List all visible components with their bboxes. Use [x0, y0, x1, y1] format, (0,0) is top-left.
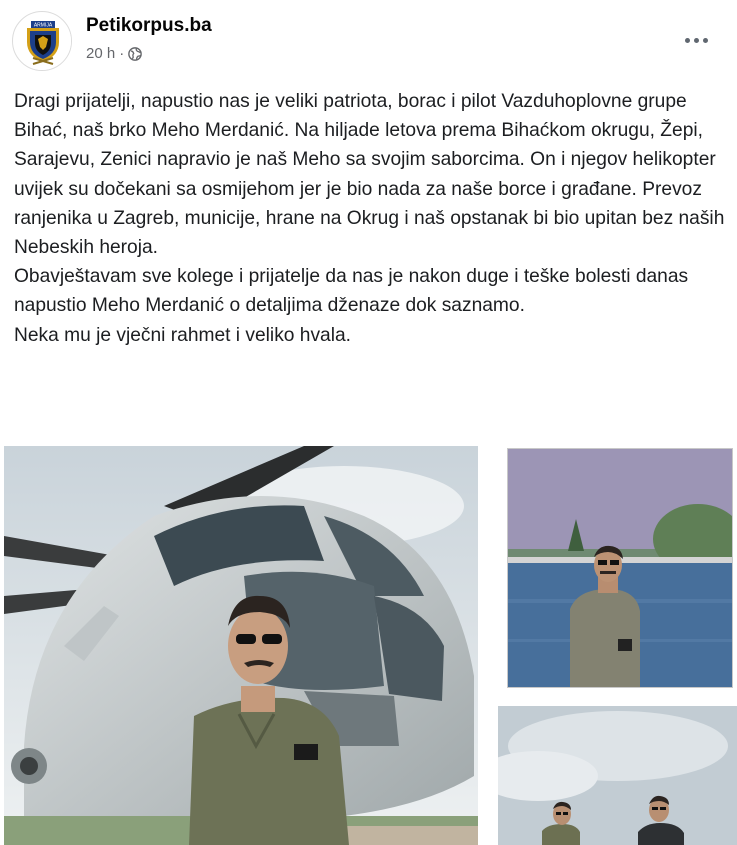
post-paragraph: Dragi prijatelji, napustio nas je veliki patriota, borac i pilot Vazduhoplovne grupe Bihać, naš brko Meho Merdanić. Na hiljade letova prema Bihaćkom okrugu, Žepi, Sarajevu, Zenici napravio je naš Meho sa svojim saborcima. On i njegov helikopter uvijek su dočekani sa osmijehom jer je bio nada za naše borce i građane. Prevoz ranjenika u Zagreb, municije, hrane na Okrug i naš opstanak bi bio upitan bez naših Nebeskih heroja. [14, 91, 725, 259]
photo-collage [0, 434, 737, 845]
globe-icon[interactable] [128, 47, 142, 61]
meta-separator: · [119, 45, 125, 62]
photo-pilot-river-image [508, 449, 732, 687]
more-options-dot [703, 38, 708, 43]
post-text [14, 87, 726, 350]
photo-two-pilots-image [498, 706, 737, 845]
post-paragraph: Neka mu je vječni rahmet i veliko hvala. [14, 324, 351, 346]
photo-pilot-river[interactable] [507, 448, 733, 688]
avatar[interactable] [12, 11, 72, 71]
more-options-button[interactable] [676, 24, 716, 56]
more-options-dot [694, 38, 699, 43]
post-paragraph: Obavještavam sve kolege i prijatelje da nas je nakon duge i teške bolesti danas napustio Meho Merdanić o detaljima dženaze dok saznamo. [14, 266, 689, 317]
photo-two-pilots[interactable] [498, 706, 737, 845]
post-header [0, 0, 737, 80]
photo-pilot-helicopter[interactable] [4, 446, 478, 845]
more-options-icon [685, 38, 690, 43]
photo-pilot-helicopter-image [4, 446, 478, 845]
post-author[interactable]: Petikorpus.ba [86, 15, 212, 36]
avatar-badge-text: ARMIJA [33, 22, 53, 29]
post-meta [86, 45, 142, 62]
army-crest-icon [13, 12, 72, 71]
post-time[interactable]: 20 h [86, 45, 116, 62]
